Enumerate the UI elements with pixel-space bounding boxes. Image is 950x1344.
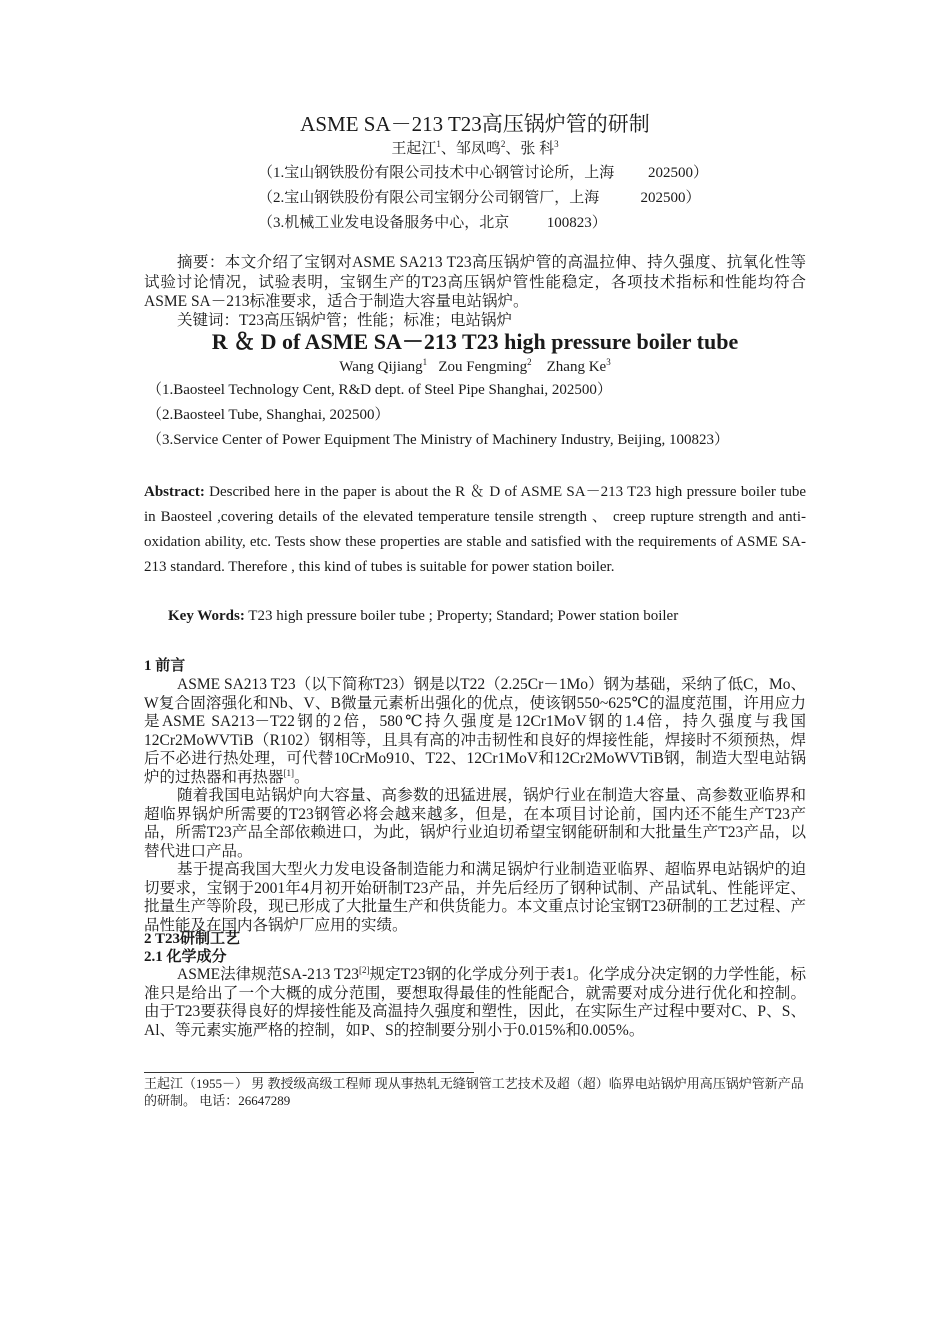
en-author-3: Zhang Ke — [531, 359, 607, 375]
citation-1: [1] — [283, 767, 295, 778]
chinese-title: ASME SA－213 T23高压锅炉管的研制 — [300, 112, 650, 136]
chinese-keywords: 关键词：T23高压锅炉管；性能；标准；电站锅炉 — [177, 312, 512, 329]
section-1-heading: 1 前言 — [144, 658, 186, 674]
section-2-1-heading: 2.1 化学成分 — [144, 949, 227, 965]
section-2-heading: 2 T23研制工艺 — [144, 931, 240, 947]
english-title: R ＆ D of ASME SA－213 T23 high pressure boiler tube — [211, 329, 739, 354]
chinese-abstract: 摘要：本文介绍了宝钢对ASME SA213 T23高压锅炉管的高温拉伸、持久强度、抗氧化性等试验讨论情况，试验表明，宝钢生产的T23高压锅炉管性能稳定，各项技术指标和性能均符合ASME SA－213标准要求，适合于制造大容量电站锅炉。 — [144, 254, 806, 310]
intro-paragraph-2: 随着我国电站锅炉向大容量、高参数的迅猛进展，锅炉行业在制造大容量、高参数亚临界和超临界锅炉所需要的T23钢管必将会越来越多，但是，在本项目讨论前，国内还不能生产T23产品，所需T23产品全部依赖进口，为此，锅炉行业迫切希望宝钢能研制和大批量生产T23产品，以替代进口产品。 — [144, 787, 806, 860]
author-3: 、张 科 — [505, 141, 555, 157]
intro-paragraph-3: 基于提高我国大型火力发电设备制造能力和满足锅炉行业制造亚临界、超临界电站锅炉的迫切要求，宝钢于2001年4月初开始研制T23产品，并先后经历了钢种试制、产品试轧、性能评定、批量生产等阶段，现已形成了大批量生产和供货能力。本文重点讨论宝钢T23研制的工艺过程、产品性能及在国内各锅炉厂应用的实绩。 — [144, 861, 806, 934]
intro-paragraph-1 — [144, 676, 806, 788]
chinese-affiliation-2: （2.宝山钢铁股份有限公司宝钢分公司钢管厂，上海 202500） — [258, 190, 701, 206]
english-affiliation-2: （2.Baosteel Tube, Shanghai, 202500） — [147, 407, 390, 423]
author-2: 、邹凤鸣 — [440, 141, 501, 157]
abstract-label: Abstract: — [144, 484, 205, 500]
en-author-2-sup: 2 — [527, 357, 532, 367]
author-1: 王起江 — [391, 141, 437, 157]
en-author-3-sup: 3 — [606, 357, 611, 367]
english-abstract — [144, 480, 806, 580]
keywords-text: T23 high pressure boiler tube ; Property; Standard; Power station boiler — [244, 608, 679, 624]
en-author-1-sup: 1 — [422, 357, 428, 367]
p1-text: ASME SA213 T23（以下简称T23）钢是以T22（2.25Cr－1Mo）钢为基础，采纳了低C，Mo、W复合固溶强化和Nb、V、B微量元素析出强化的优点，使该钢550~625℃的温度范围，许用应力是ASME SA213－T22钢的2倍，580℃持久强度是12Cr1MoV钢的1.4倍，持久强度与我国12Cr2MoWVTiB（R102）钢相等，且具有高的冲击韧性和良好的焊接性能，焊接时不须预热，焊后不必进行热处理，可代替10CrMo910、T22、12Cr1MoV和12Cr2MoWVTiB钢，制造大型电站锅炉的过热器和再热器 — [144, 676, 806, 786]
chinese-affiliation-3: （3.机械工业发电设备服务中心，北京 100823） — [258, 215, 607, 231]
footnote-divider — [144, 1072, 474, 1073]
p4-text-a: ASME法律规范SA-213 T23 — [177, 966, 360, 983]
p1-end: 。 — [294, 768, 310, 786]
keywords-label: Key Words: — [168, 608, 245, 624]
citation-2: [2] — [359, 964, 370, 975]
english-authors — [144, 357, 806, 377]
chinese-authors — [144, 139, 806, 159]
chemistry-paragraph — [144, 966, 806, 1040]
author-2-sup: 2 — [500, 139, 506, 149]
author-3-sup: 3 — [554, 139, 559, 149]
abstract-text: Described here in the paper is about the R ＆ D of ASME SA－213 T23 high pressure boiler tube in Baosteel ,covering details of the elevated temperature tensile strength 、 creep rupture strength and anti-oxidation ability, etc. Tests show these properties are stable and satisfied with the requirements of ASME SA-213 standard. Therefore , this kind of tubes is suitable for power station boiler. — [144, 484, 806, 575]
english-affiliation-1: （1.Baosteel Technology Cent, R&D dept. of Steel Pipe Shanghai, 202500） — [147, 382, 612, 398]
english-keywords — [144, 605, 830, 627]
author-footnote: 王起江（1955－） 男 教授级高级工程师 现从事热轧无缝钢管工艺技术及超（超）临界电站锅炉用高压锅炉管新产品的研制。 电话：26647289 — [144, 1076, 804, 1108]
en-author-2: Zou Fengming — [427, 359, 528, 375]
chinese-affiliation-1: （1.宝山钢铁股份有限公司技术中心钢管讨论所，上海 202500） — [258, 165, 709, 181]
p4-text-b: 规定T23钢的化学成分列于表1。化学成分决定钢的力学性能，标准只是给出了一个大概的成分范围，要想取得最佳的性能配合，就需要对成分进行优化和控制。由于T23要获得良好的焊接性能及高温持久强度和塑性，因此，在实际生产过程中要对C、P、S、Al、等元素实施严格的控制，如P、S的控制要分别小于0.015%和0.005%。 — [144, 966, 806, 1039]
english-affiliation-3: （3.Service Center of Power Equipment The Ministry of Machinery Industry, Beijing, 100823） — [147, 432, 729, 448]
en-author-1: Wang Qijiang — [339, 359, 423, 375]
author-1-sup: 1 — [436, 139, 441, 149]
